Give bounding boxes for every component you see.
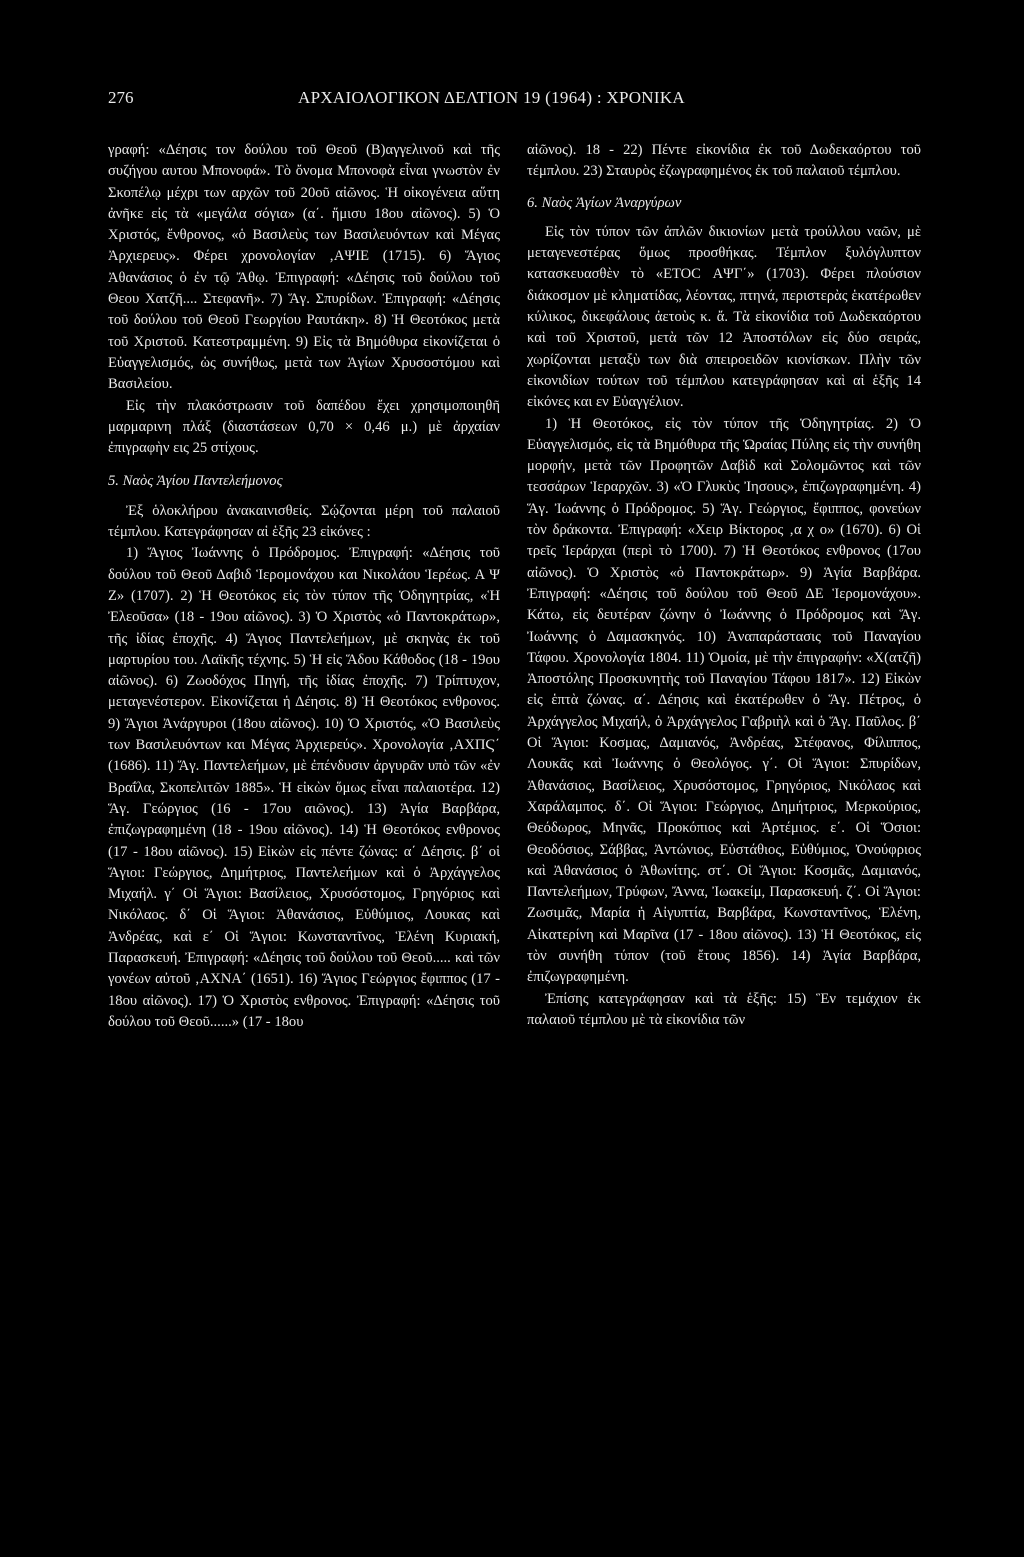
right-paragraph-1: αἰῶνος). 18 - 22) Πέντε εἰκονίδια ἐκ τοῦ Δωδεκαόρτου τοῦ τέμπλου. 23) Σταυρὸς ἐζωγραφημένος ἐκ τοῦ παλαιοῦ τέμπλου. xyxy=(527,142,921,180)
right-paragraph-2: Εἰς τὸν τύπον τῶν ἁπλῶν δικιονίων μετὰ τρούλλου ναῶν, μὲ μεταγενεστέρας ὅμως προσθήκας. Τέμπλον ξυλόγλυπτον κατασκευασθὲν τὸ «ΕΤΟC ΑΨΓ΄» (1703). Φέρει πλούσιον διάκοσμον μὲ κληματίδας, λέοντας, πτηνά, περιστερὰς ἑκατέρωθεν κύλικος, δικεφάλους ἀετοὺς κ. ἄ. Τὰ εἰκονίδια τοῦ Δωδεκαόρτου καὶ τοῦ Χριστοῦ, μετὰ τῶν 12 Ἀποστόλων εἰς δύο σειράς, χωρίζονται μεταξὺ των διὰ σπειροειδῶν κιονίσκων. Πλὴν τῶν εἰκονιδίων τούτων τοῦ τέμπλου κατεγράφησαν καὶ αἱ ἑξῆς 14 εἰκόνες και εν Εὐαγγέλιον. xyxy=(527,223,921,411)
right-paragraph-3: 1) Ἡ Θεοτόκος, εἰς τὸν τύπον τῆς Ὁδηγητρίας. 2) Ὁ Εὐαγγελισμός, εἰς τὰ Βημόθυρα τῆς Ὡραίας Πύλης εἰς τὴν συνήθη μορφήν, μετὰ τῶν Προφητῶν Δαβὶδ καὶ Σολομῶντος καὶ τῶν τεσσάρων Ἱεραρχῶν. 3) «Ὁ Γλυκὺς Ἰησους», ἐπιζωγραφημένη. 4) Ἅγ. Ἰωάννης ὁ Πρόδρομος. 5) Ἅγ. Γεώργιος, ἔφιππος, φονεύων τὸν δράκοντα. Ἐπιγραφή: «Χειρ Βίκτορος ‚α χ ο» (1670). 6) Οἱ τρεῖς Ἱεράρχαι (περὶ τὸ 1700). 7) Ἡ Θεοτόκος ενθρονος (17ου αἰῶνος). Ὁ Χριστὸς «ὁ Παντοκράτωρ». 9) Ἁγία Βαρβάρα. Ἐπιγραφή: «Δέησις τοῦ δούλου τοῦ Θεοῦ ΔΕ Ἱερομονάχου». Κάτω, εἰς δευτέραν ζώνην ὁ Ἰωάννης ὁ Πρόδρομος καὶ Ἅγ. Ἰωάννης ὁ Δαμασκηνός. 10) Ἀναπαράστασις τοῦ Παναγίου Τάφου. Χρονολογία 1804. 11) Ὁμοία, μὲ τὴν ἐπιγραφήν: «Χ(ατζῆ) Ἀποστόλης Προσκυνητὴς τοῦ Παναγίου Τάφου 1817». 12) Εἰκὼν εἰς ἑπτὰ ζώνας. α΄. Δέησις καὶ ἑκατέρωθεν ὁ Ἅγ. Πέτρος, ὁ Ἀρχάγγελος Μιχαήλ, ὁ Ἀρχάγγελος Γαβριὴλ καὶ ὁ Ἅγ. Παῦλος. β΄ Οἱ Ἅγιοι: Κοσμας, Δαμιανός, Ἀνδρέας, Στέφανος, Φίλιππος, Λουκᾶς καὶ Ἰωάννης ὁ Θεολόγος. γ΄. Οἱ Ἅγιοι: Σπυρίδων, Ἀθανάσιος, Βασίλειος, Χρυσόστομος, Γρηγόριος, Νικόλαος καὶ Χαράλαμπος. δ΄. Οἱ Ἅγιοι: Γεώργιος, Δημήτριος, Μερκούριος, Θεόδωρος, Μηνᾶς, Προκόπιος καὶ Ἀρτέμιος. ε΄. Οἱ Ὅσιοι: Θεοδόσιος, Σάββας, Ἀντώνιος, Εὐστάθιος, Εὐθύμιος, Ὀνούφριος καὶ Ἀθανάσιος ὁ Ἀθωνίτης. στ΄. Οἱ Ἅγιοι: Κοσμᾶς, Δαμιανός, Παντελεήμων, Τρύφων, Ἄννα, Ἰωακείμ, Παρασκευή. ζ΄. Οἱ Ἅγιοι: Ζωσιμᾶς, Μαρία ἡ Αἰγυπτία, Βαρβάρα, Κωνσταντῖνος, Ἑλένη, Αἰκατερίνη καὶ Μαρῖνα (17 - 18ου αἰῶνος). 13) Ἡ Θεοτόκος, εἰς τὸν συνήθη τύπον (τοῦ ἔτους 1856). 14) Ἁγία Βαρβάρα, ἐπιζωγραφημένη. xyxy=(527,415,921,986)
left-paragraph-3: Ἐξ ὁλοκλήρου ἀνακαινισθείς. Σῴζονται μέρη τοῦ παλαιοῦ τέμπλου. Κατεγράφησαν αἱ ἑξῆς 23 εἰκόνες : xyxy=(108,502,500,541)
left-column xyxy=(108,140,500,1033)
left-paragraph-1: γραφή: «Δέησις τον δούλου τοῦ Θεοῦ (Β)αγγελινοῦ καὶ τῆς συζήγου αυτου Μπονοφά». Τὸ ὄνομα Μπονοφὰ εἶναι γνωστὸν ἐν Σκοπέλῳ μέχρι των αρχῶν τοῦ 20οῦ αἰῶνος. Ἡ οἰκογένεια αὕτη ἀνῆκε εἰς τὰ «μεγάλα σόγια» (α΄. ἥμισυ 18ου αἰῶνος). 5) Ὁ Χριστός, ἔνθρονος, «ὁ Βασιλεὺς των Βασιλευόντων καὶ Μέγας Ἀρχιερευς». Φέρει χρονολογίαν ‚ΑΨΙΕ (1715). 6) Ἅγιος Ἀθανάσιος ὁ ἐν τῷ Ἄθῳ. Ἐπιγραφή: «Δέησις τοῦ δούλου τοῦ Θεου Χατζῆ.... Στεφανῆ». 7) Ἅγ. Σπυρίδων. Ἐπιγραφή: «Δέησις τοῦ δούλου τοῦ Θεοῦ Γεωργίου Ραυτάκη». 8) Ἡ Θεοτόκος μετὰ τοῦ Χριστοῦ. Κατεστραμμένη. 9) Εἰς τὰ Βημόθυρα εἰκονίζεται ὁ Εὐαγγελισμός, ὡς συνήθως, μετὰ των Ἁγίων Χρυσοστόμου καὶ Βασιλείου. xyxy=(108,142,500,393)
left-paragraph-2: Εἰς τὴν πλακόστρωσιν τοῦ δαπέδου ἔχει χρησιμοποιηθῆ μαρμαρινη πλάξ (διαστάσεων 0,70 × 0,46 μ.) μὲ ἀρχαίαν ἐπιγραφὴν εις 25 στίχους. xyxy=(108,397,500,457)
page-header xyxy=(108,88,720,116)
section-heading-5: 5. Ναὸς Ἁγίου Παντελεήμονος xyxy=(108,473,283,490)
right-paragraph-4: Ἐπίσης κατεγράφησαν καὶ τὰ ἑξῆς: 15) Ἓν τεμάχιον ἐκ παλαιοῦ τέμπλου μὲ τὰ εἰκονίδια τῶν xyxy=(527,990,921,1028)
running-title: ΑΡΧΑΙΟΛΟΓΙΚΟΝ ΔΕΛΤΙΟΝ 19 (1964) : ΧΡΟΝΙΚΑ xyxy=(298,88,685,107)
page-number: 276 xyxy=(108,88,134,107)
right-column xyxy=(527,140,921,1031)
left-paragraph-4: 1) Ἅγιος Ἰωάννης ὁ Πρόδρομος. Ἐπιγραφή: «Δέησις τοῦ δούλου τοῦ Θεοῦ Δαβιδ Ἱερομονάχου και Νικολάου Ἱερέως. Α Ψ Ζ» (1707). 2) Ἡ Θεοτόκος εἰς τὸν τύπον τῆς Ὁδηγητρίας, «Ἡ Ἐλεοῦσα» (18 - 19ου αἰῶνος). 3) Ὁ Χριστὸς «ὁ Παντοκράτωρ», τῆς ἰδίας ἐποχῆς. 4) Ἅγιος Παντελεήμων, μὲ σκηνὰς ἐκ τοῦ μαρτυρίου του. Λαϊκῆς τέχνης. 5) Ἡ εἰς Ἅδου Κάθοδος (18 - 19ου αἰῶνος). 6) Ζωοδόχος Πηγή, τῆς ἰδίας ἐποχῆς. 7) Τρίπτυχον, μεταγενέστερον. Εἰκονίζεται ἡ Δέησις. 8) Ἡ Θεοτόκος ενθρονος. 9) Ἅγιοι Ἀνάργυροι (18ου αἰῶνος). 10) Ὁ Χριστός, «Ὁ Βασιλεὺς των Βασιλευόντων και Μέγας Ἀρχιερεύς». Χρονολογία ‚ΑΧΠϚ΄ (1686). 11) Ἅγ. Παντελεήμων, μὲ ἐπένδυσιν ἀργυρᾶν υπὸ τῶν «ἐν Βραΐλα, Σκοπελιτῶν 1885». Ἡ εἰκὼν ὅμως εἶναι παλαιοτέρα. 12) Ἅγ. Γεώργιος (16 - 17ου αιῶνος). 13) Ἁγία Βαρβάρα, ἐπιζωγραφημένη (18 - 19ου αἰῶνος). 14) Ἡ Θεοτόκος ενθρονος (17 - 18ου αἰῶνος). 15) Εἰκὼν εἰς πέντε ζώνας: α΄ Δέησις. β΄ οἱ Ἅγιοι: Γεώργιος, Δημήτριος, Παντελεήμων καὶ ὁ Ἀρχάγγελος Μιχαήλ. γ΄ Οἱ Ἅγιοι: Βασίλειος, Χρυσόστομος, Γρηγόριος καὶ Νικόλαος. δ΄ Οἱ Ἅγιοι: Ἀθανάσιος, Εὐθύμιος, Λουκας καὶ Ἀνδρέας, καὶ ε΄ Οἱ Ἅγιοι: Κωνσταντῖνος, Ἑλένη Κυριακή, Παρασκευή. Ἐπιγραφή: «Δέησις τοῦ δούλου τοῦ Θεοῦ..... καὶ τῶν γονέων αὐτοῦ ‚ΑΧΝΑ΄ (1651). 16) Ἅγιος Γεώργιος ἔφιππος (17 - 18ου αἰῶνος). 17) Ὁ Χριστὸς ενθρονος. Ἐπιγραφή: «Δέησις τοῦ δούλου τοῦ Θεοῦ......» (17 - 18ου xyxy=(108,545,500,1030)
section-heading-6: 6. Ναὸς Ἁγίων Ἀναργύρων xyxy=(527,194,682,211)
